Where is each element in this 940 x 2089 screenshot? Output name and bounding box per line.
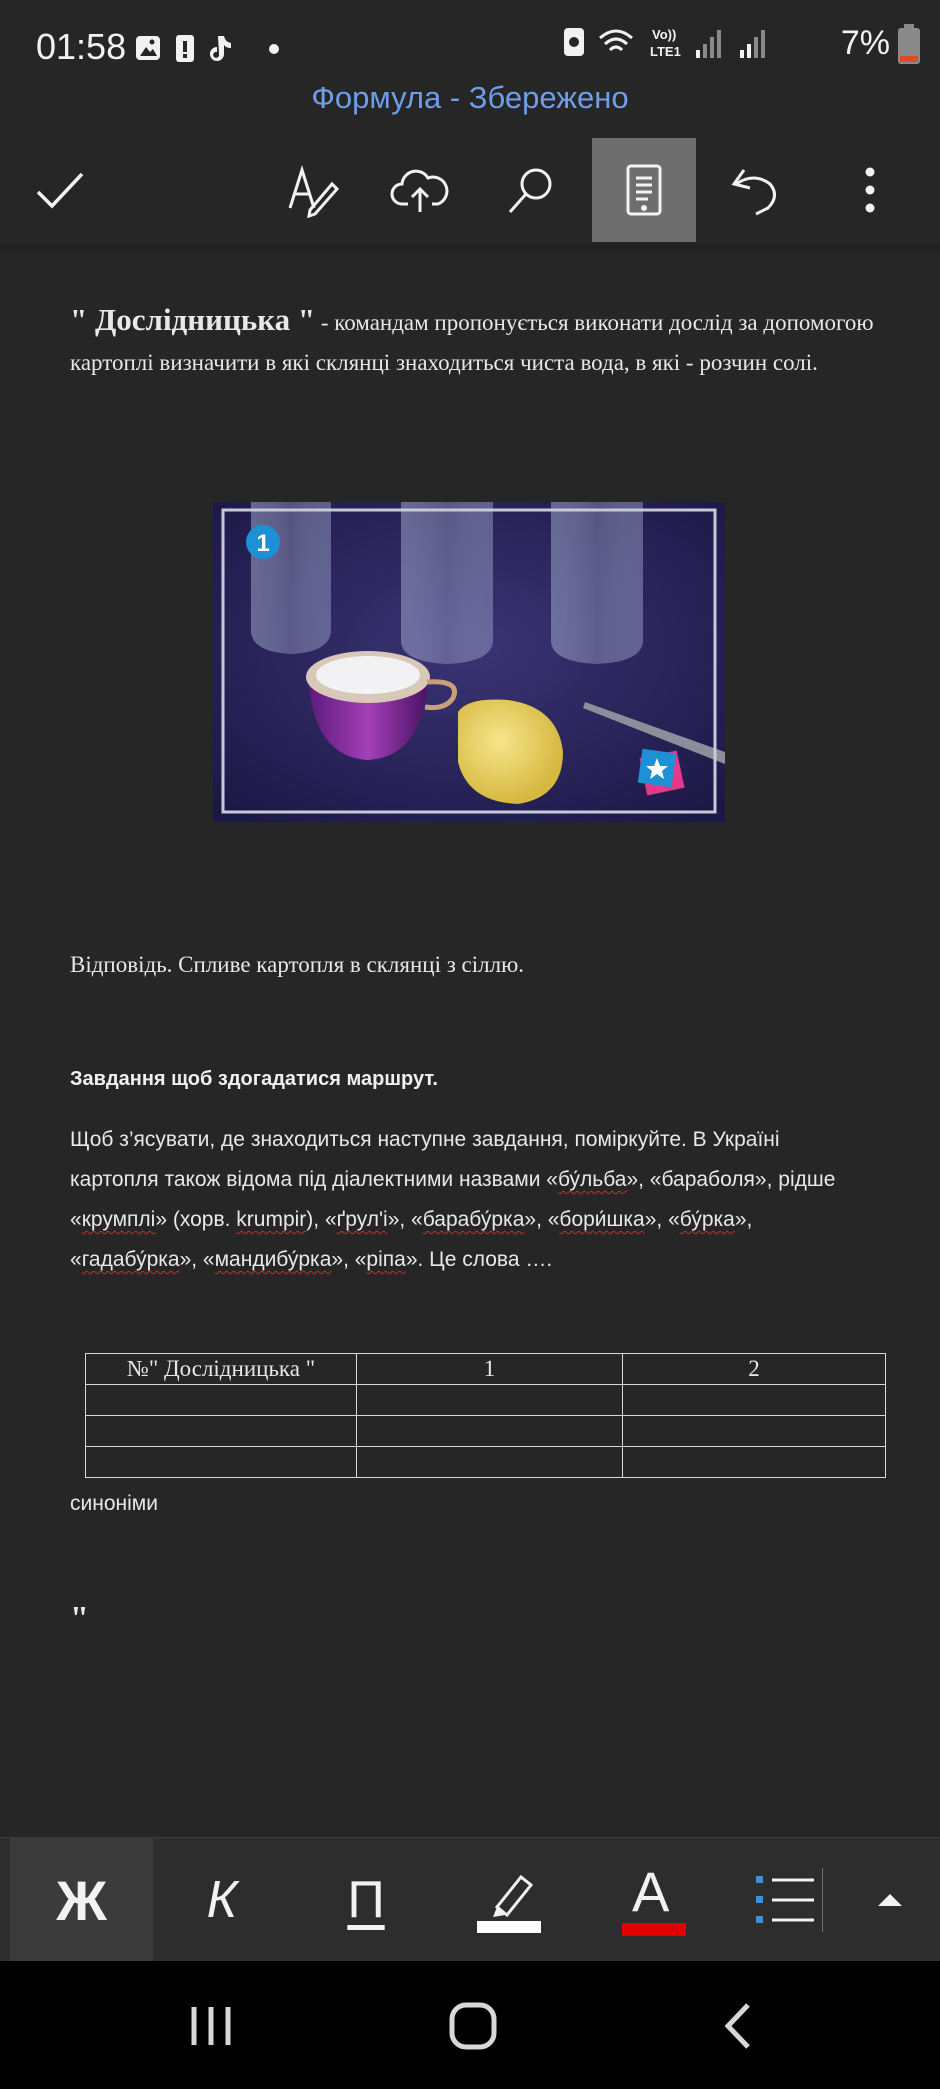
table-cell[interactable] xyxy=(623,1416,886,1447)
table-row xyxy=(86,1385,886,1416)
table-row xyxy=(86,1447,886,1478)
answer-paragraph: Відповідь. Спливе картопля в склянці з сіллю. xyxy=(70,952,525,977)
highlighter-icon xyxy=(475,1865,545,1935)
navigation-bar xyxy=(0,1961,940,2089)
underline-label: П xyxy=(347,1871,385,1929)
table-cell[interactable] xyxy=(86,1447,357,1478)
water-glass xyxy=(251,502,331,654)
cloud-upload-icon xyxy=(390,162,450,218)
table-header-row xyxy=(86,1354,886,1385)
battery-saver-icon xyxy=(564,28,584,56)
draw-button[interactable] xyxy=(260,138,364,242)
water-glass xyxy=(401,502,493,664)
confirm-button[interactable] xyxy=(8,138,112,242)
highlight-button[interactable] xyxy=(440,1838,580,1962)
more-vertical-icon xyxy=(860,162,880,218)
table-cell[interactable] xyxy=(86,1416,357,1447)
more-button[interactable] xyxy=(818,138,922,242)
table-cell[interactable] xyxy=(86,1385,357,1416)
back-icon[interactable] xyxy=(718,2001,758,2051)
undo-icon xyxy=(728,162,784,218)
table-cell[interactable]: 2 xyxy=(623,1354,886,1385)
table-row xyxy=(86,1416,886,1447)
font-color-letter: A xyxy=(632,1860,670,1923)
format-bar-divider xyxy=(822,1868,823,1932)
underline-button[interactable] xyxy=(296,1838,436,1962)
mobile-view-icon xyxy=(624,162,664,218)
table-cell[interactable] xyxy=(623,1447,886,1478)
table-cell[interactable] xyxy=(623,1385,886,1416)
lte-label: LTE1 xyxy=(650,44,681,59)
table-cell[interactable] xyxy=(357,1447,623,1478)
badge-number: 1 xyxy=(256,530,270,557)
document-table[interactable] xyxy=(85,1353,886,1478)
closing-quote: " xyxy=(70,1600,89,1637)
home-icon[interactable] xyxy=(448,2001,498,2051)
number-badge xyxy=(246,525,280,559)
mobile-view-button[interactable] xyxy=(592,138,696,242)
search-icon xyxy=(504,162,560,218)
water-glass xyxy=(551,502,643,664)
save-cloud-button[interactable] xyxy=(368,138,472,242)
document-body[interactable] xyxy=(70,300,890,383)
expand-format-button[interactable] xyxy=(840,1838,940,1962)
recent-apps-icon[interactable] xyxy=(186,2003,236,2049)
pen-icon xyxy=(284,162,340,218)
notification-icons xyxy=(136,34,296,64)
task-paragraph: Щоб з’ясувати, де знаходиться наступне завдання, поміркуйте. В Україні картопля також відома під діалектними назвами «бу́льба», «бараболя», рідше «крумплі» (хорв. krumpir), «ґрул'і», «барабу́рка», «бори́шка», «бу́рка», «гадабу́рка», «мандибу́рка», «ріпа». Це слова …. xyxy=(70,1128,836,1271)
status-bar xyxy=(0,0,940,80)
format-toolbar xyxy=(0,1837,940,1962)
volte-label: Vo)) xyxy=(652,27,677,42)
toolbar-shadow xyxy=(0,245,940,257)
bold-button[interactable] xyxy=(10,1838,153,1962)
font-color-swatch xyxy=(622,1923,686,1936)
status-time: 01:58 xyxy=(36,26,127,67)
intro-heading: " Дослідницька " xyxy=(70,302,316,337)
signal-1-icon xyxy=(696,30,721,58)
table-cell[interactable] xyxy=(357,1385,623,1416)
system-status-icons xyxy=(560,22,850,62)
bold-label: Ж xyxy=(56,1868,107,1932)
bullet-list-icon xyxy=(750,1872,820,1928)
battery-icon xyxy=(896,24,922,66)
italic-label: К xyxy=(206,1871,238,1929)
signal-2-icon xyxy=(740,30,765,58)
table-cell[interactable]: №" Дослідницька " xyxy=(86,1354,357,1385)
caret-up-icon xyxy=(875,1890,905,1910)
undo-button[interactable] xyxy=(704,138,808,242)
document-title: Формула - Збережено xyxy=(311,80,629,115)
experiment-photo[interactable] xyxy=(213,502,725,822)
wifi-icon xyxy=(600,31,632,50)
intro-paragraph xyxy=(70,300,890,383)
italic-button[interactable] xyxy=(152,1838,292,1962)
battery-alert-icon xyxy=(176,35,194,62)
task-title: Завдання щоб здогадатися маршрут. xyxy=(70,1068,438,1090)
check-icon xyxy=(32,162,88,218)
synonyms-text: синоніми xyxy=(70,1492,158,1515)
table-cell[interactable] xyxy=(357,1416,623,1447)
table-cell[interactable]: 1 xyxy=(357,1354,623,1385)
gallery-icon xyxy=(136,36,160,60)
search-button[interactable] xyxy=(480,138,584,242)
top-toolbar xyxy=(0,130,940,245)
tiktok-icon xyxy=(210,36,231,61)
list-button[interactable] xyxy=(730,1838,840,1962)
dot-icon xyxy=(269,44,279,54)
battery-percent: 7% xyxy=(840,24,890,62)
intro-text: - командам пропонується виконати дослід за допомогою картоплі визначити в які склянці знаходиться чиста вода, в які - розчин солі. xyxy=(70,310,874,375)
font-color-button[interactable] xyxy=(584,1838,724,1962)
